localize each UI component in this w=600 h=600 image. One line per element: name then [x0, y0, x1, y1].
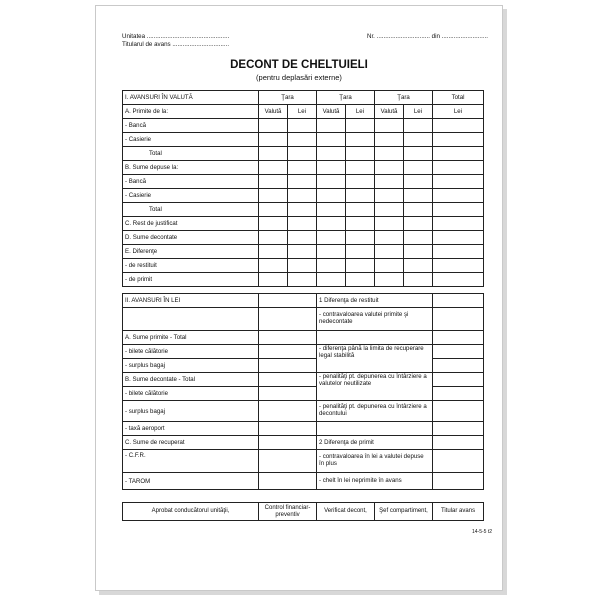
row-label: A. Primite de la:	[123, 105, 259, 119]
col-valuta: Valută	[317, 105, 346, 119]
table-row	[123, 217, 484, 231]
table-row	[123, 119, 484, 133]
table-row	[123, 401, 484, 422]
sign-aprobat[interactable]: Aprobat conducătorul unităţii,	[123, 503, 259, 521]
table-row	[123, 245, 484, 259]
row-label: - de restituit	[123, 259, 259, 273]
table-row	[123, 175, 484, 189]
sign-verificat[interactable]: Verificat decont,	[317, 503, 375, 521]
table-row	[123, 331, 484, 345]
row-label: Total	[123, 147, 259, 161]
form-code: 14-5-5 t2	[471, 529, 492, 535]
contravaloarea-plus-label: - contravaloarea în lei a valutei depuse în plus	[317, 450, 433, 473]
row-label: - Bancă	[123, 119, 259, 133]
table-row	[123, 422, 484, 436]
unitatea-field[interactable]: Unitatea ................................................	[122, 33, 230, 40]
table-row	[123, 450, 484, 473]
row-label: - bilete călătorie	[123, 345, 259, 359]
col-tara-2: Ţara	[317, 91, 375, 105]
col-lei: Lei	[288, 105, 317, 119]
table-row	[123, 436, 484, 450]
col-lei: Lei	[433, 105, 484, 119]
row-label: Total	[123, 203, 259, 217]
chelt-label: - chelt în lei neprimite în avans	[317, 473, 433, 490]
form-subtitle: (pentru deplasări externe)	[256, 73, 342, 82]
table-row	[123, 373, 484, 387]
contravaloarea-label: - contravaloarea valutei primite şi nedecontate	[317, 308, 433, 331]
col-lei: Lei	[404, 105, 433, 119]
row-label: - C.F.R.	[123, 450, 259, 473]
col-lei: Lei	[346, 105, 375, 119]
dif-restituit-label: 1 Diferenţa de restituit	[317, 294, 433, 308]
table-row	[123, 105, 484, 119]
avansuri-table	[122, 90, 484, 490]
table-row	[123, 203, 484, 217]
row-label: E. Diferenţe	[123, 245, 259, 259]
row-label: - de primit	[123, 273, 259, 287]
penalitati-avans-label: - penalităţi pt. depunerea cu întârziere a valutelor neutilizate	[317, 373, 433, 401]
row-label: B. Sume decontate - Total	[123, 373, 259, 387]
dif-primit-label: 2 Diferenţa de primit	[317, 436, 433, 450]
table-row	[123, 161, 484, 175]
diferenta-limita-label: - diferenţa până la limita de recuperare legal stabilită	[317, 345, 433, 373]
table-row	[123, 189, 484, 203]
section-lei: II. AVANSURI ÎN LEI	[123, 294, 259, 308]
sign-sef[interactable]: Şef compartiment,	[375, 503, 433, 521]
row-label: - Casierie	[123, 189, 259, 203]
row-label: A. Sume primite - Total	[123, 331, 259, 345]
row-label: B. Sume depuse la:	[123, 161, 259, 175]
row-label: - surplus bagaj	[123, 401, 259, 422]
table-header-row	[123, 91, 484, 105]
row-label: - surplus bagaj	[123, 359, 259, 373]
form-sheet	[95, 5, 503, 591]
row-label: - Bancă	[123, 175, 259, 189]
row-label: - TAROM	[123, 473, 259, 490]
nr-din-field[interactable]: Nr. ............................... din ...........................	[367, 33, 489, 40]
col-tara-3: Ţara	[375, 91, 433, 105]
table-row	[123, 133, 484, 147]
signature-table	[122, 502, 484, 521]
form-title: DECONT DE CHELTUIELI	[230, 59, 368, 71]
col-valuta: Valută	[375, 105, 404, 119]
row-label: C. Sume de recuperat	[123, 436, 259, 450]
section-separator	[123, 287, 484, 294]
col-tara-1: Ţara	[259, 91, 317, 105]
row-label: - taxă aeroport	[123, 422, 259, 436]
table-row	[123, 231, 484, 245]
table-row	[123, 308, 484, 331]
penalitati-decont-label: - penalităţi pt. depunerea cu întârziere a decontului	[317, 401, 433, 422]
col-valuta: Valută	[259, 105, 288, 119]
table-row	[123, 294, 484, 308]
table-row	[123, 259, 484, 273]
table-row	[123, 473, 484, 490]
table-row	[123, 147, 484, 161]
row-label: - bilete călătorie	[123, 387, 259, 401]
sign-control[interactable]: Control financiar-preventiv	[259, 503, 317, 521]
table-row	[123, 345, 484, 359]
table-row	[123, 273, 484, 287]
col-total: Total	[433, 91, 484, 105]
sign-titular[interactable]: Titular avans	[433, 503, 484, 521]
titular-field[interactable]: Titularul de avans .................................	[122, 41, 230, 48]
row-label: - Casierie	[123, 133, 259, 147]
section-valuta: I. AVANSURI ÎN VALUTĂ	[123, 91, 259, 105]
row-label: D. Sume decontate	[123, 231, 259, 245]
row-label: C. Rest de justificat	[123, 217, 259, 231]
